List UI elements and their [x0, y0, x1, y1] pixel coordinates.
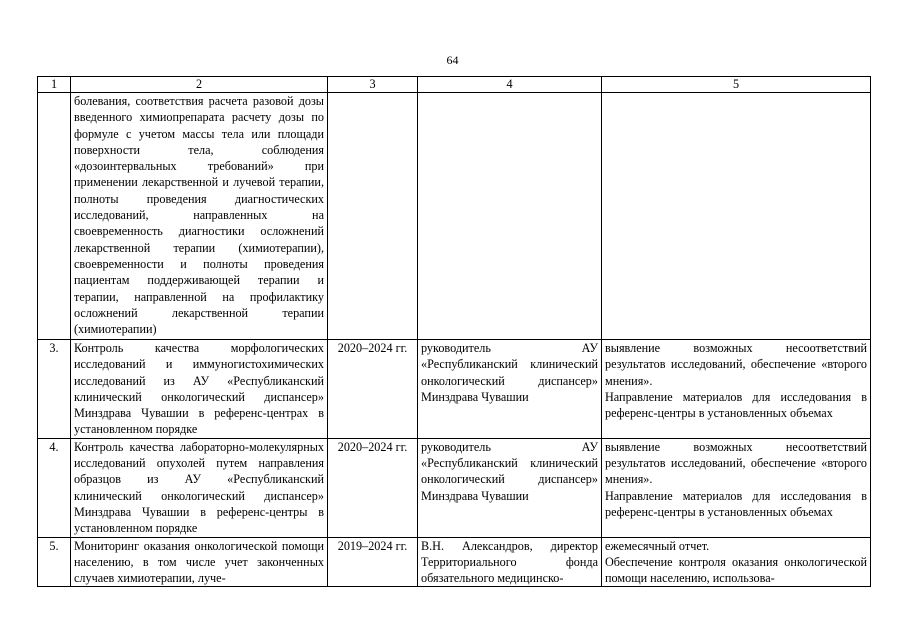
row-number: 4. [38, 438, 71, 537]
header-col-1: 1 [38, 77, 71, 93]
table-row [38, 93, 871, 340]
row-description: Мониторинг оказания онкологической помощи населению, в том числе учет законченных случаев химиотерапии, луче- [71, 537, 328, 587]
table-row [38, 340, 871, 439]
row-number [38, 93, 71, 340]
header-col-4: 4 [418, 77, 602, 93]
row-period: 2020–2024 гг. [328, 340, 418, 439]
header-col-2: 2 [71, 77, 328, 93]
row-period: 2019–2024 гг. [328, 537, 418, 587]
measures-table [37, 76, 871, 587]
row-number: 5. [38, 537, 71, 587]
row-number: 3. [38, 340, 71, 439]
result-line: Направление материалов для исследования в референс-центры в установленных объемах [605, 389, 867, 421]
header-row [38, 77, 871, 93]
row-result [602, 340, 871, 439]
result-line: ежемесячный отчет. [605, 538, 710, 553]
row-description: Контроль качества лабораторно-молекулярных исследований опухолей путем направления образцов из АУ «Республиканский клинический онкологический диспансер» Минздрава Чувашии в референс-центры в установленном порядке [71, 438, 328, 537]
result-line: выявление возможных несоответствий результатов исследований, обеспечение «второго мнения». [605, 439, 867, 487]
row-description: Контроль качества морфологических исследований и иммуногистохимических исследований из АУ «Республиканский клинический онкологический диспансер» Минздрава Чувашии в референс-центрах в установленном порядке [71, 340, 328, 439]
row-description: болевания, соответствия расчета разовой дозы введенного химиопрепарата расчету дозы по формуле с учетом массы тела или площади поверхности тела, соблюдения «дозоинтервальных требований» при применении лекарственной и лучевой терапии, полноты проведения диагностических исследований, направленных на своевременность диагностики осложнений лекарственной терапии (химиотерапии), своевременности и полноты проведения пациентам поддерживающей терапии и терапии, направленной на профилактику осложнений лекарственной терапии (химиотерапии) [71, 93, 328, 340]
header-col-3: 3 [328, 77, 418, 93]
row-responsible: руководитель АУ «Республиканский клинический онкологический диспансер» Минздрава Чувашии [418, 340, 602, 439]
row-result [602, 93, 871, 340]
header-col-5: 5 [602, 77, 871, 93]
row-period [328, 93, 418, 340]
row-result [602, 537, 871, 587]
result-line: Направление материалов для исследования в референс-центры в установленных объемах [605, 488, 867, 519]
row-responsible [418, 93, 602, 340]
result-line: Обеспечение контроля оказания онкологической помощи населению, использова- [605, 554, 867, 586]
table-row [38, 537, 871, 587]
page-number: 64 [446, 53, 459, 67]
row-responsible: руководитель АУ «Республиканский клинический онкологический диспансер» Минздрава Чувашии [418, 438, 602, 537]
row-result [602, 438, 871, 537]
measures-table-container [37, 76, 870, 586]
table-row [38, 438, 871, 537]
result-line: выявление возможных несоответствий результатов исследований, обеспечение «второго мнения». [605, 341, 867, 388]
row-period: 2020–2024 гг. [328, 438, 418, 537]
row-responsible: В.Н. Александров, директор Территориального фонда обязательного медицинско- [418, 537, 602, 587]
